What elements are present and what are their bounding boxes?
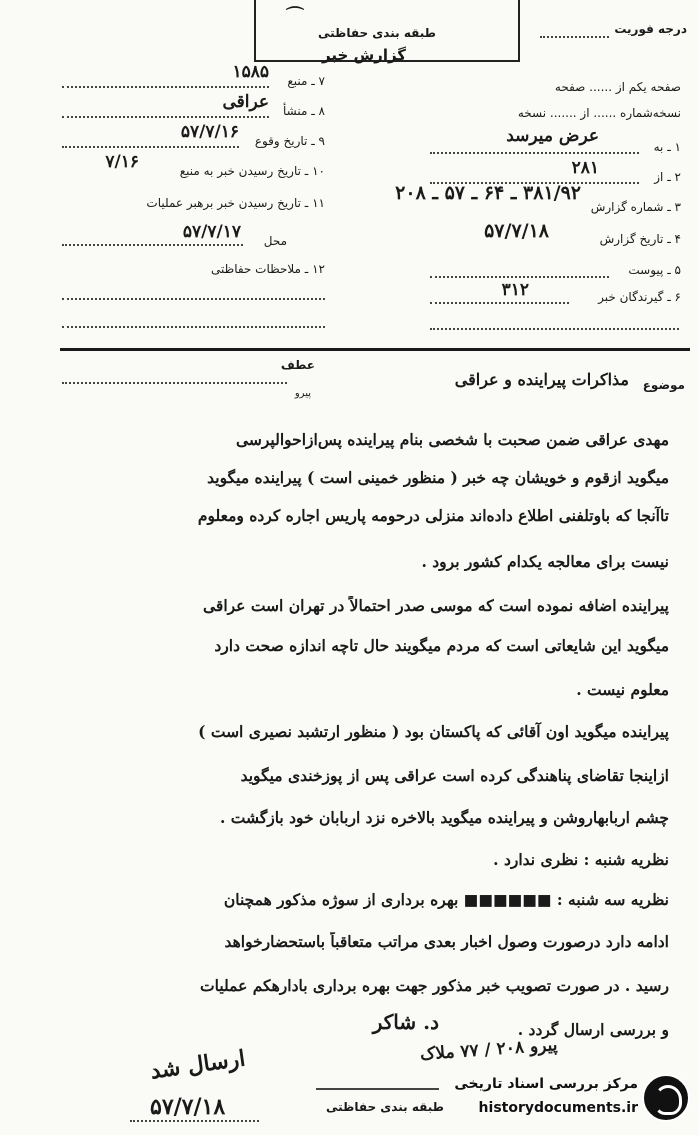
from-label: ۲ ـ از <box>654 170 681 184</box>
body-line-12: نظریه سه شنبه : ■■■■■■ بهره برداری از سوژه مذکور همچنان <box>223 890 669 909</box>
body-line-8: پیراینده میگوید اون آقائی که پاکستان بود ( منظور ارتشبد نصیری است ) <box>198 722 669 741</box>
to-value: عرض میرسد <box>506 126 599 146</box>
report-date-label: ۴ ـ تاریخ گزارش <box>599 232 681 246</box>
to-label: ۱ ـ به <box>653 140 681 154</box>
subject-value: مذاکرات پیراینده و عراقی <box>454 370 629 389</box>
body-line-2: میگوید ازقوم و خویشان چه خبر ( منظور خمینی است ) پیراینده میگوید <box>207 468 669 487</box>
ops-dots <box>62 244 243 246</box>
source-value: ۱۵۸۵ <box>232 62 269 82</box>
copy-number-label: نسخه‌شماره ...... از ....... نسخه <box>517 106 681 120</box>
occurrence-date-label: ۹ ـ تاریخ وقوع <box>254 134 325 148</box>
footer-date-left: ۵۷/۷/۱۸ <box>150 1094 226 1120</box>
receipt-date-value: ۷/۱۶ <box>105 152 139 172</box>
report-number-value: ۳۸۱/۹۲ ـ ۶۴ ـ ۵۷ ـ ۲۰۸ <box>395 182 581 204</box>
body-signature-initials: د. شاکر <box>372 1010 439 1034</box>
body-line-5: پیراینده اضافه نموده است که موسی صدر احتمالاً در تهران است عراقی <box>203 596 669 615</box>
footer-signature-left: ارسال شد <box>148 1045 247 1085</box>
ops-date-label: ۱۱ ـ تاریخ رسیدن خبر برهبر عملیات <box>146 196 325 210</box>
recipients-dots <box>430 302 569 304</box>
notes-dots-2 <box>62 326 325 328</box>
body-line-6: میگوید این شایعاتی است که مردم میگویند حال تاچه اندازه صحت دارد <box>214 636 669 655</box>
header-divider <box>60 348 690 351</box>
footer-signature-right: پیرو ۲۰۸ / ۷۷ ملاک <box>419 1035 559 1065</box>
classification-scribble: ⌒ <box>286 6 304 27</box>
ops-date-value: ۵۷/۷/۱۷ <box>182 222 241 242</box>
origin-label: ۸ ـ منشأ <box>282 104 325 118</box>
body-line-11: نظریه شنبه : نظری ندارد . <box>493 850 669 869</box>
watermark-title: مرکز بررسی اسناد تاریخی <box>454 1076 638 1092</box>
body-line-4: نیست برای معالجه یکدام کشور برود . <box>421 552 669 571</box>
urgency-label: درجه فوریت <box>614 22 687 36</box>
body-line-3: تاآنجا که باوتلفنی اطلاع داده‌اند منزلی درحومه پاریس اجاره کرده ومعلوم <box>197 506 669 525</box>
occurrence-date-value: ۵۷/۷/۱۶ <box>180 122 239 142</box>
origin-value: عراقی <box>222 92 269 112</box>
footer-date-underline <box>130 1120 259 1122</box>
subject-ref-dots <box>62 382 287 384</box>
to-dots <box>430 152 639 154</box>
page-count-label: صفحه یکم از ...... صفحه <box>554 80 681 94</box>
body-line-14: رسید . در صورت تصویب خبر مذکور جهت بهره برداری بادارهکم عملیات <box>200 976 669 995</box>
subject-label: موضوع <box>642 378 685 392</box>
urgency-dots <box>540 36 609 38</box>
classification-label: طبقه بندی حفاظتی <box>318 26 436 40</box>
attachments-dots <box>430 276 609 278</box>
place-label: محل <box>263 234 287 248</box>
body-line-1: مهدی عراقی ضمن صحبت با شخصی بنام پیراینده پس‌ازاحوالپرسی <box>235 430 669 449</box>
attachments-label: ۵ ـ پیوست <box>628 263 681 277</box>
footer-classification-label: طبقه بندی حفاظتی <box>326 1100 444 1114</box>
recipients-dots-2 <box>430 328 679 330</box>
archive-watermark <box>420 1070 690 1126</box>
origin-dots <box>62 116 269 118</box>
reference-peyro: پیرو <box>294 388 311 399</box>
source-dots <box>62 86 269 88</box>
body-line-9: ازاینجا تقاضای پناهندگی کرده است عراقی پس از پوزخندی میگوید <box>240 766 669 785</box>
source-label: ۷ ـ منبع <box>287 74 325 88</box>
notes-label: ۱۲ ـ ملاحظات حفاظتی <box>211 262 325 276</box>
receipt-date-label: ۱۰ ـ تاریخ رسیدن خبر به منبع <box>179 164 325 178</box>
report-number-label: ۳ ـ شماره گزارش <box>590 200 681 214</box>
body-line-13: ادامه دارد درصورت وصول اخبار بعدی مراتب متعاقباً باستحضارخواهد <box>224 932 669 951</box>
watermark-url: historydocuments.ir <box>478 1100 638 1116</box>
reference-atf: عطف <box>280 358 315 372</box>
notes-dots <box>62 298 325 300</box>
report-title: گزارش خبر <box>322 46 407 64</box>
recipients-value: ۳۱۲ <box>501 280 529 300</box>
recipients-label: ۶ ـ گیرندگان خبر <box>598 290 681 304</box>
from-value: ۲۸۱ <box>571 158 599 178</box>
archive-logo-icon <box>642 1074 690 1122</box>
body-line-15: و بررسی ارسال گردد . <box>517 1020 669 1039</box>
body-line-10: چشم اربابهاروشن و پیراینده میگوید بالاخره نزد اربابان خود بازگشت . <box>219 808 669 827</box>
body-line-7: معلوم نیست . <box>576 680 669 699</box>
report-date-value: ۵۷/۷/۱۸ <box>484 220 549 242</box>
occurrence-dots <box>62 146 239 148</box>
